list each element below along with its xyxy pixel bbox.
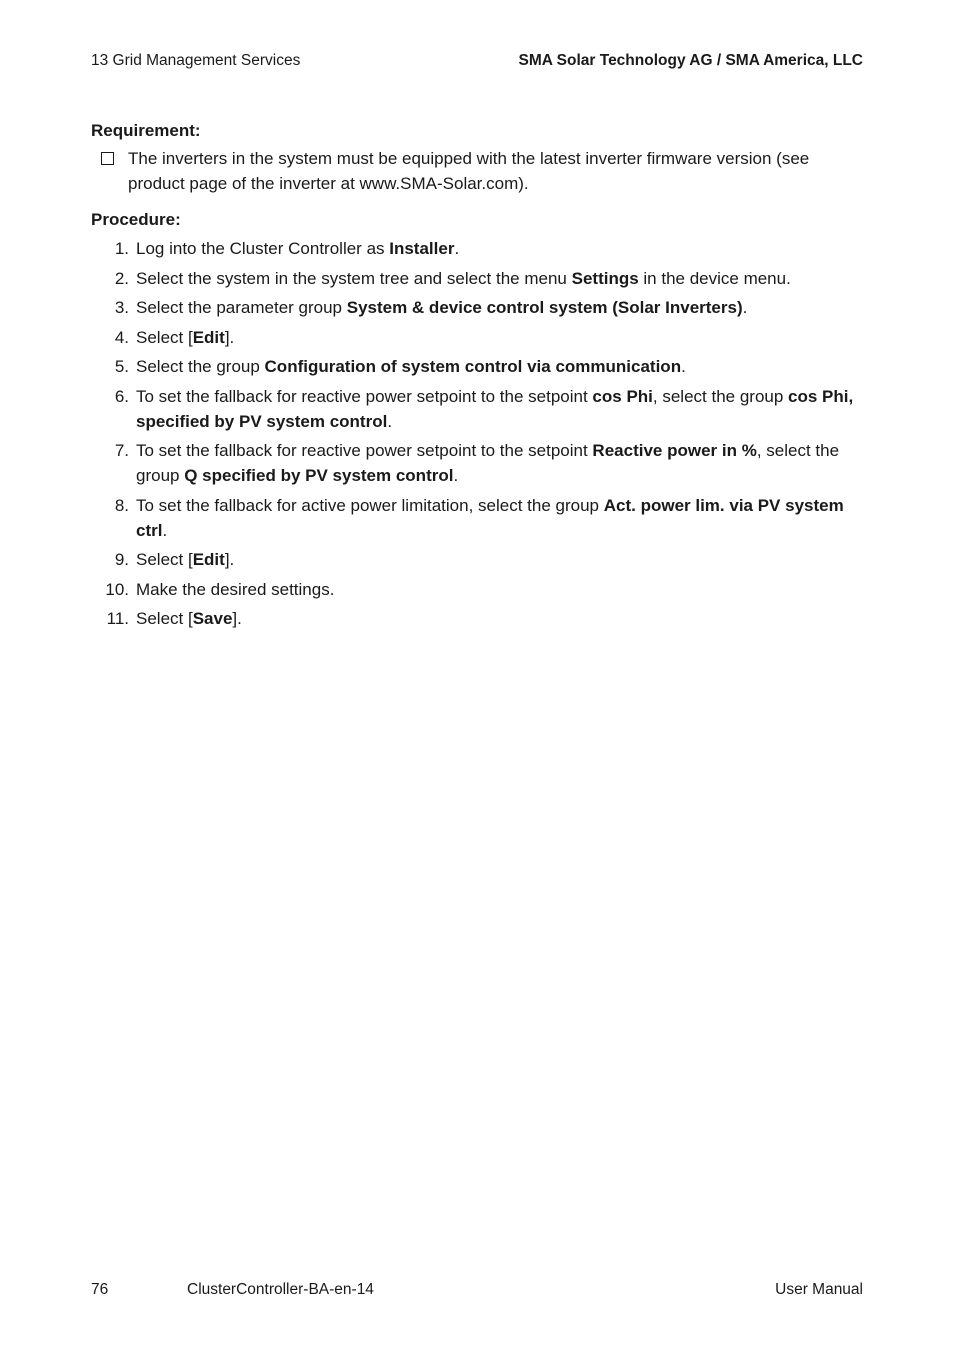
step-number: 3. bbox=[114, 298, 129, 317]
footer-document-type: User Manual bbox=[775, 1281, 863, 1298]
step-emphasis: Installer bbox=[389, 239, 455, 258]
step-fragment: Select [ bbox=[136, 609, 193, 628]
step-fragment: Select [ bbox=[136, 327, 193, 347]
step-fragment: . bbox=[387, 411, 393, 431]
step-fragment: , select the group bbox=[136, 441, 840, 485]
step-fragment: To set the fallback for active power limitation, select the group bbox=[136, 495, 604, 515]
step-number: 10. bbox=[105, 579, 129, 599]
step-number: 7. bbox=[114, 441, 129, 460]
step-emphasis: Settings bbox=[571, 268, 639, 288]
page-content bbox=[91, 118, 866, 636]
step-number: 5. bbox=[114, 357, 129, 376]
step-text bbox=[136, 295, 866, 320]
step-fragment: ]. bbox=[224, 550, 235, 569]
procedure-steps bbox=[91, 236, 866, 631]
step-fragment: To set the fallback for reactive power setpoint to the setpoint bbox=[136, 441, 593, 460]
step-fragment: To set the fallback for reactive power setpoint to the setpoint bbox=[136, 386, 593, 406]
procedure-step bbox=[91, 384, 866, 434]
step-text bbox=[136, 384, 866, 434]
step-emphasis: cos Phi bbox=[592, 386, 653, 406]
step-emphasis: Edit bbox=[192, 327, 225, 347]
step-fragment: . bbox=[453, 466, 459, 485]
procedure-step bbox=[91, 493, 866, 543]
step-number: 2. bbox=[114, 268, 129, 288]
step-emphasis: System & device control system (Solar Inverters) bbox=[346, 298, 743, 317]
step-emphasis: cos Phi, specified by PV system control bbox=[136, 386, 854, 431]
procedure-step bbox=[91, 354, 866, 379]
procedure-step bbox=[91, 266, 866, 291]
step-fragment: . bbox=[742, 298, 748, 317]
step-fragment: ]. bbox=[224, 327, 235, 347]
requirement-text: The inverters in the system must be equipped with the latest inverter firmware version (see product page of the inverter at www.SMA-Solar.com). bbox=[128, 149, 810, 193]
step-text bbox=[136, 577, 866, 602]
step-text bbox=[136, 236, 866, 261]
step-emphasis: Edit bbox=[192, 550, 225, 569]
footer-document-id: ClusterController-BA-en-14 bbox=[187, 1281, 374, 1298]
footer-page-number: 76 bbox=[91, 1281, 109, 1298]
procedure-heading: Procedure: bbox=[91, 210, 181, 229]
step-text bbox=[136, 438, 866, 488]
step-fragment: Select the parameter group bbox=[136, 298, 347, 317]
step-text bbox=[136, 266, 866, 291]
requirement-heading: Requirement: bbox=[91, 121, 201, 140]
step-number: 8. bbox=[114, 495, 129, 515]
step-fragment: in the device menu. bbox=[638, 268, 791, 288]
step-fragment: Make the desired settings. bbox=[136, 579, 335, 599]
step-emphasis: Act. power lim. via PV system ctrl bbox=[136, 495, 844, 540]
procedure-step bbox=[91, 236, 866, 261]
step-emphasis: Reactive power in % bbox=[592, 441, 757, 460]
step-number: 6. bbox=[114, 386, 129, 406]
step-fragment: Select the system in the system tree and select the menu bbox=[136, 268, 572, 288]
step-fragment: Select the group bbox=[136, 357, 265, 376]
step-emphasis: Configuration of system control via communication bbox=[264, 357, 682, 376]
step-emphasis: Q specified by PV system control bbox=[184, 466, 454, 485]
step-number: 9. bbox=[114, 550, 129, 569]
procedure-step bbox=[91, 295, 866, 320]
step-fragment: , select the group bbox=[652, 386, 789, 406]
header-chapter: 13 Grid Management Services bbox=[91, 52, 301, 69]
step-text bbox=[136, 547, 866, 572]
procedure-step bbox=[91, 547, 866, 572]
step-number: 4. bbox=[114, 327, 129, 347]
step-text bbox=[136, 354, 866, 379]
step-number: 1. bbox=[114, 239, 129, 258]
step-fragment: . bbox=[454, 239, 460, 258]
step-emphasis: Save bbox=[192, 609, 233, 628]
step-text bbox=[136, 606, 866, 631]
step-number: 11. bbox=[106, 609, 129, 628]
procedure-step bbox=[91, 577, 866, 602]
checkbox-icon bbox=[101, 152, 114, 165]
step-text bbox=[136, 493, 866, 543]
requirement-item bbox=[101, 146, 866, 196]
step-fragment: ]. bbox=[232, 609, 242, 628]
step-fragment: . bbox=[681, 357, 686, 376]
step-fragment: Select [ bbox=[136, 550, 193, 569]
procedure-step bbox=[91, 438, 866, 488]
procedure-step bbox=[91, 325, 866, 350]
procedure-step bbox=[91, 606, 866, 631]
step-text bbox=[136, 325, 866, 350]
header-company: SMA Solar Technology AG / SMA America, LLC bbox=[518, 52, 863, 69]
step-fragment: Log into the Cluster Controller as bbox=[136, 239, 390, 258]
step-fragment: . bbox=[162, 520, 168, 540]
